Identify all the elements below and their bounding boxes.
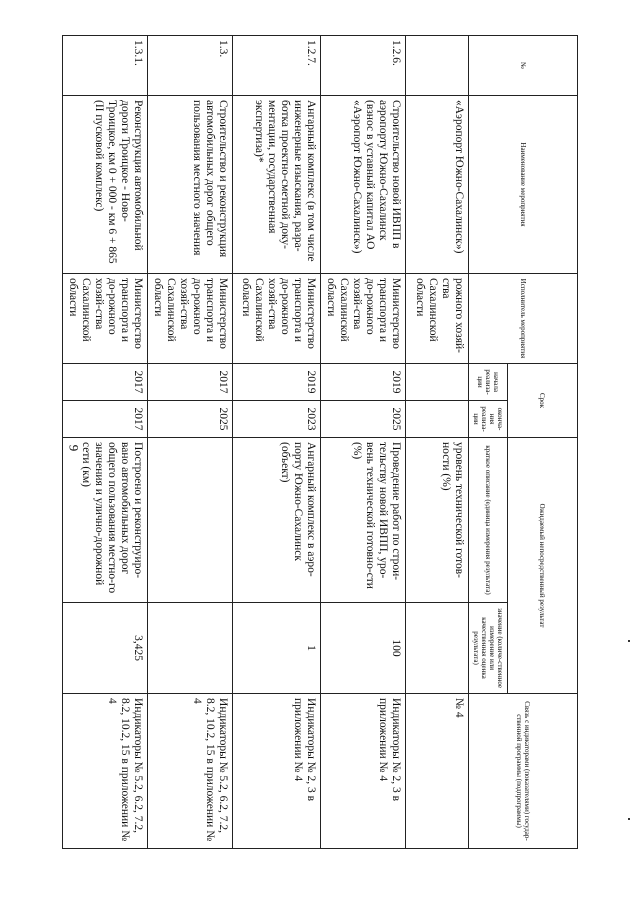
cell-start: 2017 xyxy=(148,364,233,401)
cell-executor: рожного хозяй-ства Сахалинской области xyxy=(406,274,469,364)
cell-link: Индикаторы № 5.2, 6.2, 7.2, 8.2, 10.2, 15 в приложении № 4 xyxy=(63,694,148,849)
cell-result-value: 1 xyxy=(233,603,321,694)
table-row xyxy=(233,36,321,849)
cell-result-value: 3,425 xyxy=(63,603,148,694)
header-link: Связь с индикаторами (показателями) государ-ственной программы (подпрограммы) xyxy=(469,694,578,849)
cell-name: Строительство новой ИВПП в аэропорту Южно-Сахалинск (взнос в уставный капитал АО «Аэропорт Южно-Сахалинск») xyxy=(321,96,406,274)
cell-num: 1.2.6. xyxy=(321,36,406,96)
table-row xyxy=(406,36,469,849)
cell-num xyxy=(406,36,469,96)
cell-result-value xyxy=(148,603,233,694)
cell-end: 2017 xyxy=(63,401,148,438)
cell-num: 1.3.1. xyxy=(63,36,148,96)
header-row xyxy=(508,36,578,849)
cell-result-desc: Проведение работ по строи-тельству новой ИВПП, уро-вень технической готовно-сти (%) xyxy=(321,438,406,603)
cell-result-desc: Ангарный комплекс в аэро-порту Южно-Сахалинск (объект) xyxy=(233,438,321,603)
page-number: 9 xyxy=(66,444,82,452)
header-term-end: оконча-ния реализа-ции xyxy=(469,401,508,438)
cell-executor: Министерство транспорта и до-рожного хозяй-ства Сахалинской области xyxy=(63,274,148,364)
header-result: Ожидаемый непосредственный результат xyxy=(508,438,578,694)
cell-num: 1.2.7. xyxy=(233,36,321,96)
header-executor: Исполнитель мероприятия xyxy=(469,274,578,364)
cell-link: № 4 xyxy=(406,694,469,849)
cell-name: Строительство и реконструкция автомобильных дорог общего пользования местного значения xyxy=(148,96,233,274)
rotated-table-container xyxy=(67,35,578,848)
program-activities-table xyxy=(62,35,578,849)
cell-name: Реконструкция автомобильной дороги Троицкое - Ново-Троицкое, км 0 + 000 - км 6 + 865 (II пусковой комплекс) xyxy=(63,96,148,274)
header-result-value: значение (количе-ственное измерение или качественная оценка результата) xyxy=(469,603,508,694)
cell-result-value: 100 xyxy=(321,603,406,694)
cell-executor: Министерство транспорта и до-рожного хозяй-ства Сахалинской области xyxy=(233,274,321,364)
cell-result-desc xyxy=(148,438,233,603)
cell-start: 2017 xyxy=(63,364,148,401)
header-num: № xyxy=(469,36,578,96)
cell-result-desc: Построено и реконструиро-вано автомобильных дорог общего пользования местно-го значения и улично-дорожной сети (км) xyxy=(63,438,148,603)
cell-end: 2025 xyxy=(148,401,233,438)
cell-end xyxy=(406,401,469,438)
table-row xyxy=(321,36,406,849)
cell-start xyxy=(406,364,469,401)
table-row xyxy=(148,36,233,849)
header-result-desc: краткое описание (единица измерения результата) xyxy=(469,438,508,603)
cell-link: Индикаторы № 2, 3 в приложении № 4 xyxy=(233,694,321,849)
cell-name: Ангарный комплекс (в том числе инженерные изыскания, разра-ботка проектно-сметной доку-ментации, государственная экспертиза)* xyxy=(233,96,321,274)
cell-link: Индикаторы № 2, 3 в приложении № 4 xyxy=(321,694,406,849)
cell-result-value xyxy=(406,603,469,694)
table-row xyxy=(63,36,148,849)
cell-end: 2025 xyxy=(321,401,406,438)
cell-num: 1.3. xyxy=(148,36,233,96)
header-term: Срок xyxy=(508,364,578,438)
cell-start: 2019 xyxy=(321,364,406,401)
header-term-start: начала реализа-ции xyxy=(469,364,508,401)
cell-start: 2019 xyxy=(233,364,321,401)
scan-speck xyxy=(628,640,630,642)
cell-executor: Министерство транспорта и до-рожного хозяй-ства Сахалинской области xyxy=(148,274,233,364)
cell-link: Индикаторы № 5.2, 6.2, 7.2, 8.2, 10.2, 15 в приложении № 4 xyxy=(148,694,233,849)
cell-name: «Аэропорт Южно-Сахалинск») xyxy=(406,96,469,274)
cell-result-desc: уровень технической готов-ности (%) xyxy=(406,438,469,603)
cell-executor: Министерство транспорта и до-рожного хозяй-ства Сахалинской области xyxy=(321,274,406,364)
cell-end: 2023 xyxy=(233,401,321,438)
scan-speck xyxy=(628,818,630,820)
header-name: Наименование мероприятия xyxy=(469,96,578,274)
